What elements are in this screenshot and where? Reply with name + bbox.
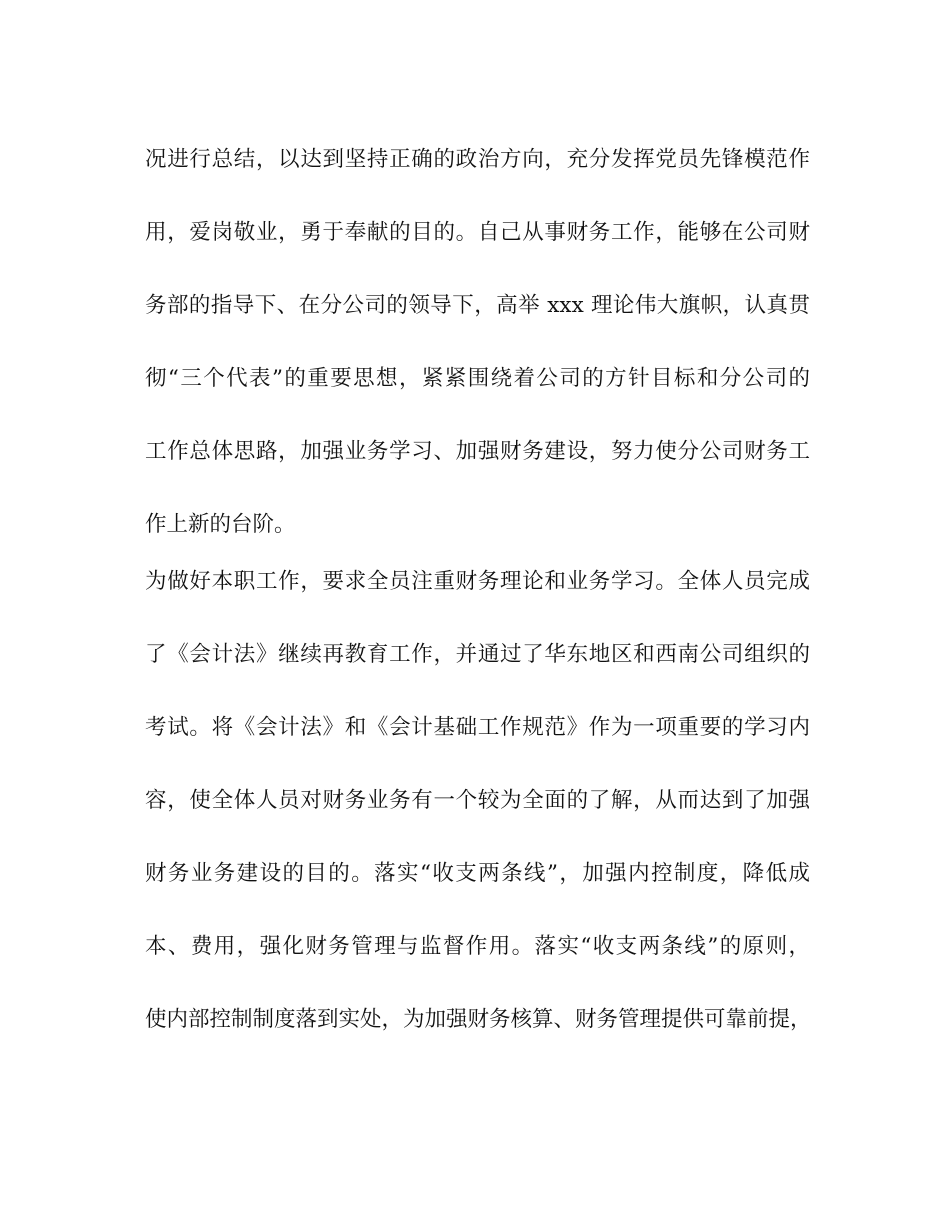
text-line: 彻“三个代表”的重要思想，紧紧围绕着公司的方针目标和分公司的 [145,366,810,391]
text-line: 考试。将《会计法》和《会计基础工作规范》作为一项重要的学习内 [145,715,810,740]
text-line: 使内部控制制度落到实处，为加强财务核算、财务管理提供可靠前提， [145,1007,812,1032]
text-line: 了《会计法》继续再教育工作，并通过了华东地区和西南公司组织的 [145,642,810,667]
text-line: 况进行总结，以达到坚持正确的政治方向，充分发挥党员先锋模范作 [145,147,810,172]
text-line: 用，爱岗敬业，勇于奉献的目的。自己从事财务工作，能够在公司财 [145,220,810,245]
text-line: 为做好本职工作，要求全员注重财务理论和业务学习。全体人员完成 [145,569,810,594]
text-line: 财务业务建设的目的。落实“收支两条线”，加强内控制度，降低成 [145,861,810,886]
text-line: 容，使全体人员对财务业务有一个较为全面的了解，从而达到了加强 [145,788,810,813]
text-line: 务部的指导下、在分公司的领导下，高举 xxx 理论伟大旗帜，认真贯 [145,293,810,318]
text-line: 作上新的台阶。 [145,512,296,537]
paragraph-2 [145,545,810,1056]
paragraph-1 [145,123,810,561]
text-line: 工作总体思路，加强业务学习、加强财务建设，努力使分公司财务工 [145,439,810,464]
text-line: 本、费用，强化财务管理与监督作用。落实“收支两条线”的原则， [145,934,810,959]
